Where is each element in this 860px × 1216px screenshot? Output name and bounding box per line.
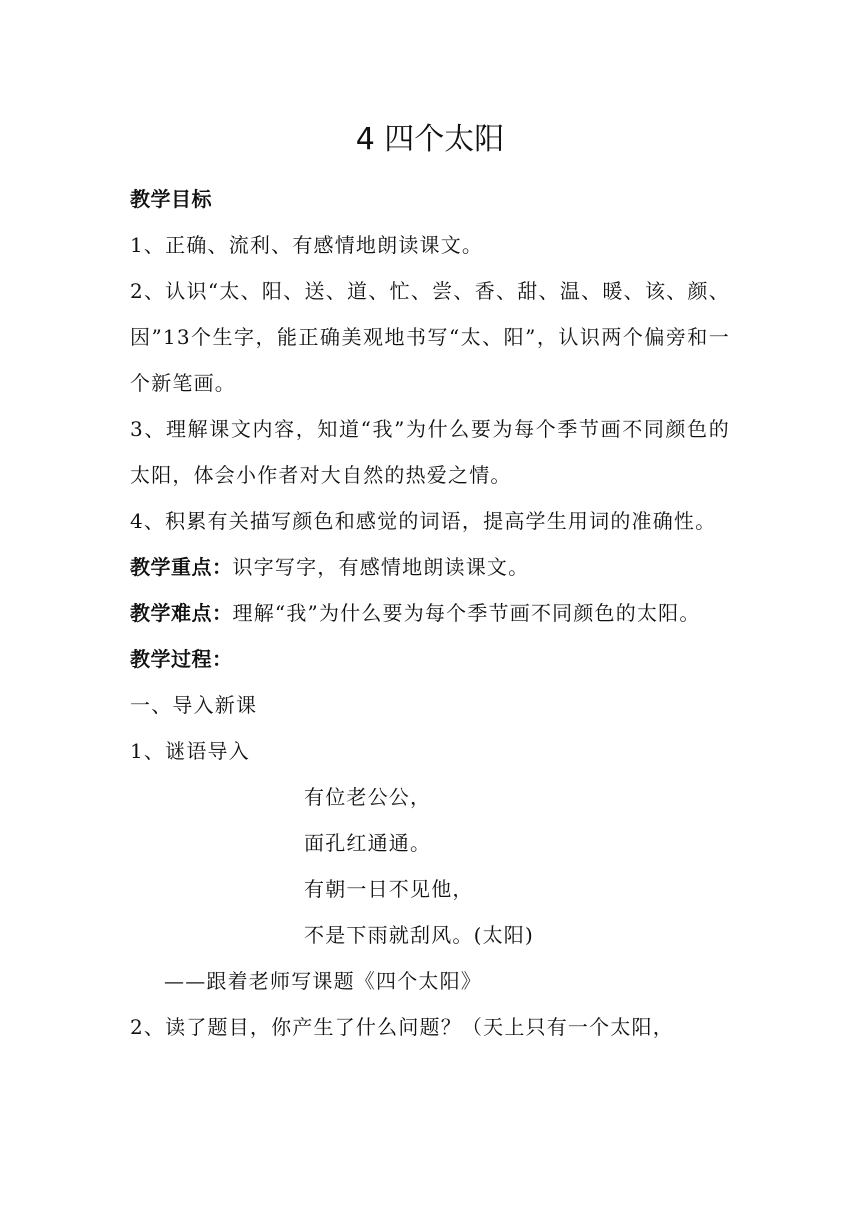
- riddle-line-3: 有朝一日不见他，: [304, 877, 474, 901]
- step-1-title: 1、谜语导入: [130, 739, 250, 763]
- difficulty-text: 理解“我”为什么要为每个季节画不同颜色的太阳。: [232, 601, 701, 625]
- goal-item-1: 1、正确、流利、有感情地朗读课文。: [130, 233, 484, 257]
- goal-item-3: 3、理解课文内容，知道“我”为什么要为每个季节画不同颜色的太阳，体会小作者对大自然的热爱之情。: [130, 417, 730, 487]
- goal-item-2: 2、认识“太、阳、送、道、忙、尝、香、甜、温、暖、该、颜、因”13个生字，能正确美观地书写“太、阳”，认识两个偏旁和一个新笔画。: [130, 279, 730, 395]
- goal-item-4: 4、积累有关描写颜色和感觉的词语，提高学生用词的准确性。: [130, 509, 717, 533]
- follow-up-line: ——跟着老师写课题《四个太阳》: [164, 969, 482, 993]
- goals-heading: 教学目标: [130, 187, 212, 211]
- process-heading: 教学过程：: [130, 647, 233, 671]
- key-point-label: 教学重点：: [130, 555, 233, 579]
- document-body: [130, 176, 730, 1050]
- step-2-text: 2、读了题目，你产生了什么问题？（天上只有一个太阳，: [130, 1015, 674, 1039]
- riddle-line-4: 不是下雨就刮风。(太阳): [304, 923, 535, 947]
- riddle-line-2: 面孔红通通。: [304, 831, 432, 855]
- document-title: 4 四个太阳: [355, 122, 505, 157]
- riddle-line-1: 有位老公公，: [304, 785, 432, 809]
- section-1-title: 一、导入新课: [130, 693, 258, 717]
- key-point-text: 识字写字，有感情地朗读课文。: [232, 555, 530, 579]
- key-point-paragraph: [130, 544, 730, 590]
- difficulty-paragraph: [130, 590, 730, 636]
- difficulty-label: 教学难点：: [130, 601, 233, 625]
